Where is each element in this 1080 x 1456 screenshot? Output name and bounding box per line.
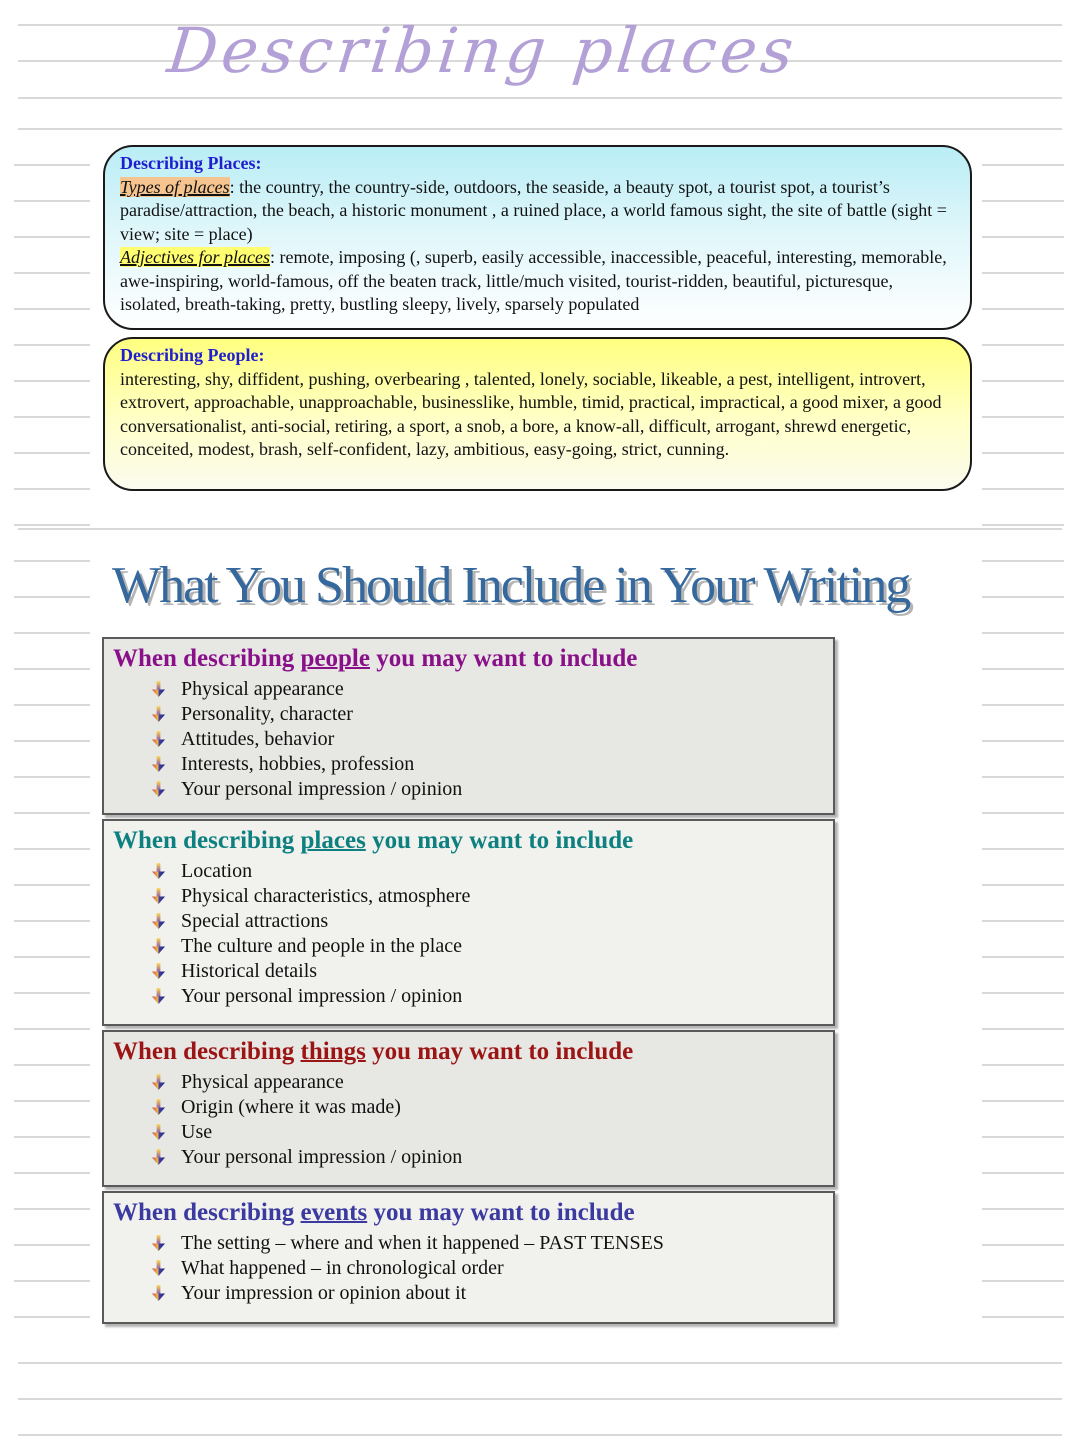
list-item xyxy=(113,727,823,752)
down-arrow-bullet-icon xyxy=(151,781,166,798)
down-arrow-bullet-icon xyxy=(151,963,166,980)
heading-suffix: you may want to include xyxy=(369,645,638,672)
down-arrow-bullet-icon xyxy=(151,1149,166,1166)
ruled-line xyxy=(18,1362,1062,1364)
heading-keyword: events xyxy=(300,1199,368,1226)
list-item xyxy=(113,909,823,934)
places-box-title: Describing Places: xyxy=(120,153,262,173)
down-arrow-bullet-icon xyxy=(151,1124,166,1141)
list-item xyxy=(113,859,823,884)
list-item-text: Your personal impression / opinion xyxy=(181,778,463,800)
places-types-paragraph xyxy=(120,176,956,247)
ruled-line-stubs-left xyxy=(14,146,90,1332)
ruled-line xyxy=(18,128,1062,130)
list-item xyxy=(113,777,823,802)
heading-keyword: people xyxy=(300,645,370,672)
types-of-places-label: Types of places xyxy=(120,176,230,197)
list-item-text: Location xyxy=(181,860,253,882)
list-item xyxy=(113,1281,823,1306)
types-of-places-text: : the country, the country-side, outdoors, the seaside, a beauty spot, a tourist spot, a tourist’s paradise/attraction, the beach, a historic monument , a ruined place, a world famous sight, the site of battle (sight = view; site = place) xyxy=(120,176,947,244)
down-arrow-bullet-icon xyxy=(151,1235,166,1252)
heading-prefix: When describing xyxy=(113,827,301,854)
list-item xyxy=(113,984,823,1009)
down-arrow-bullet-icon xyxy=(151,1260,166,1277)
heading-suffix: you may want to include xyxy=(365,1038,634,1065)
list-item-text: Physical characteristics, atmosphere xyxy=(181,885,471,907)
include-list xyxy=(113,1231,823,1306)
list-item xyxy=(113,959,823,984)
list-item xyxy=(113,702,823,727)
list-item xyxy=(113,1231,823,1256)
list-item-text: Interests, hobbies, profession xyxy=(181,753,415,775)
include-section-people xyxy=(102,637,835,815)
list-item xyxy=(113,1120,823,1145)
include-heading xyxy=(113,1197,823,1228)
describing-people-box xyxy=(103,337,972,491)
list-item-text: Your personal impression / opinion xyxy=(181,1146,463,1168)
include-list xyxy=(113,677,823,802)
adjectives-for-places-label: Adjectives for places xyxy=(120,247,270,267)
down-arrow-bullet-icon xyxy=(151,913,166,930)
ruled-line xyxy=(18,97,1062,99)
ruled-line xyxy=(18,1398,1062,1400)
down-arrow-bullet-icon xyxy=(151,706,166,723)
places-adjectives-paragraph xyxy=(120,246,956,317)
list-item xyxy=(113,1256,823,1281)
include-section-things xyxy=(102,1030,835,1187)
list-item-text: Attitudes, behavior xyxy=(181,728,335,750)
heading-prefix: When describing xyxy=(113,1038,301,1065)
down-arrow-bullet-icon xyxy=(151,888,166,905)
heading-suffix: you may want to include xyxy=(367,1199,635,1226)
heading-suffix: you may want to include xyxy=(365,827,634,854)
include-list xyxy=(113,859,823,1009)
list-item-text: Your personal impression / opinion xyxy=(181,985,463,1007)
list-item-text: Historical details xyxy=(181,960,318,982)
down-arrow-bullet-icon xyxy=(151,1099,166,1116)
main-title: What You Should Include in Your Writing xyxy=(112,557,910,614)
list-item xyxy=(113,884,823,909)
people-box-text: interesting, shy, diffident, pushing, overbearing , talented, lonely, sociable, likeable, a pest, intelligent, introvert, extrovert, approachable, unapproachable, businesslike, humble, timid, practical, impractical, a good mixer, a good conversationalist, anti-social, retiring, a sport, a snob, a bore, a know-all, difficult, arrogant, shrewd energetic, conceited, modest, brash, self-confident, lazy, ambitious, easy-going, strict, cunning. xyxy=(120,368,942,459)
list-item-text: What happened – in chronological order xyxy=(181,1257,504,1279)
heading-prefix: When describing xyxy=(113,1199,301,1226)
list-item-text: Physical appearance xyxy=(181,1071,344,1093)
list-item-text: The culture and people in the place xyxy=(181,935,462,957)
include-section-places xyxy=(102,819,835,1026)
list-item-text: Use xyxy=(181,1121,213,1143)
heading-keyword: things xyxy=(300,1038,366,1065)
heading-keyword: places xyxy=(300,827,366,854)
down-arrow-bullet-icon xyxy=(151,938,166,955)
down-arrow-bullet-icon xyxy=(151,988,166,1005)
down-arrow-bullet-icon xyxy=(151,681,166,698)
list-item xyxy=(113,1095,823,1120)
list-item-text: Physical appearance xyxy=(181,678,344,700)
down-arrow-bullet-icon xyxy=(151,731,166,748)
include-sections xyxy=(102,637,835,1324)
list-item xyxy=(113,752,823,777)
include-list xyxy=(113,1070,823,1170)
people-box-title: Describing People: xyxy=(120,345,265,365)
list-item xyxy=(113,1145,823,1170)
describing-places-box xyxy=(103,145,972,330)
include-heading xyxy=(113,1036,823,1067)
list-item-text: Special attractions xyxy=(181,910,329,932)
heading-prefix: When describing xyxy=(113,645,301,672)
ruled-line xyxy=(18,1434,1062,1436)
down-arrow-bullet-icon xyxy=(151,1285,166,1302)
list-item-text: The setting – where and when it happened – PAST TENSES xyxy=(181,1232,664,1254)
list-item xyxy=(113,934,823,959)
list-item xyxy=(113,1070,823,1095)
adjectives-for-places-text: : remote, imposing (, superb, easily accessible, inaccessible, peaceful, interesting, memorable, awe-inspiring, world-famous, off the beaten track, little/much visited, tourist-ridden, beautiful, picturesque, isolated, breath-taking, pretty, bustling sleepy, lively, sparsely populated xyxy=(120,247,947,314)
include-heading xyxy=(113,825,823,856)
list-item-text: Your impression or opinion about it xyxy=(181,1282,467,1304)
down-arrow-bullet-icon xyxy=(151,1074,166,1091)
ruled-line xyxy=(18,528,1062,530)
include-heading xyxy=(113,643,823,674)
down-arrow-bullet-icon xyxy=(151,863,166,880)
down-arrow-bullet-icon xyxy=(151,756,166,773)
list-item-text: Personality, character xyxy=(181,703,353,725)
ruled-line-stubs-right xyxy=(982,146,1064,1332)
include-section-events xyxy=(102,1191,835,1324)
list-item xyxy=(113,677,823,702)
handwritten-title: Describing places xyxy=(164,14,801,87)
list-item-text: Origin (where it was made) xyxy=(181,1096,401,1118)
